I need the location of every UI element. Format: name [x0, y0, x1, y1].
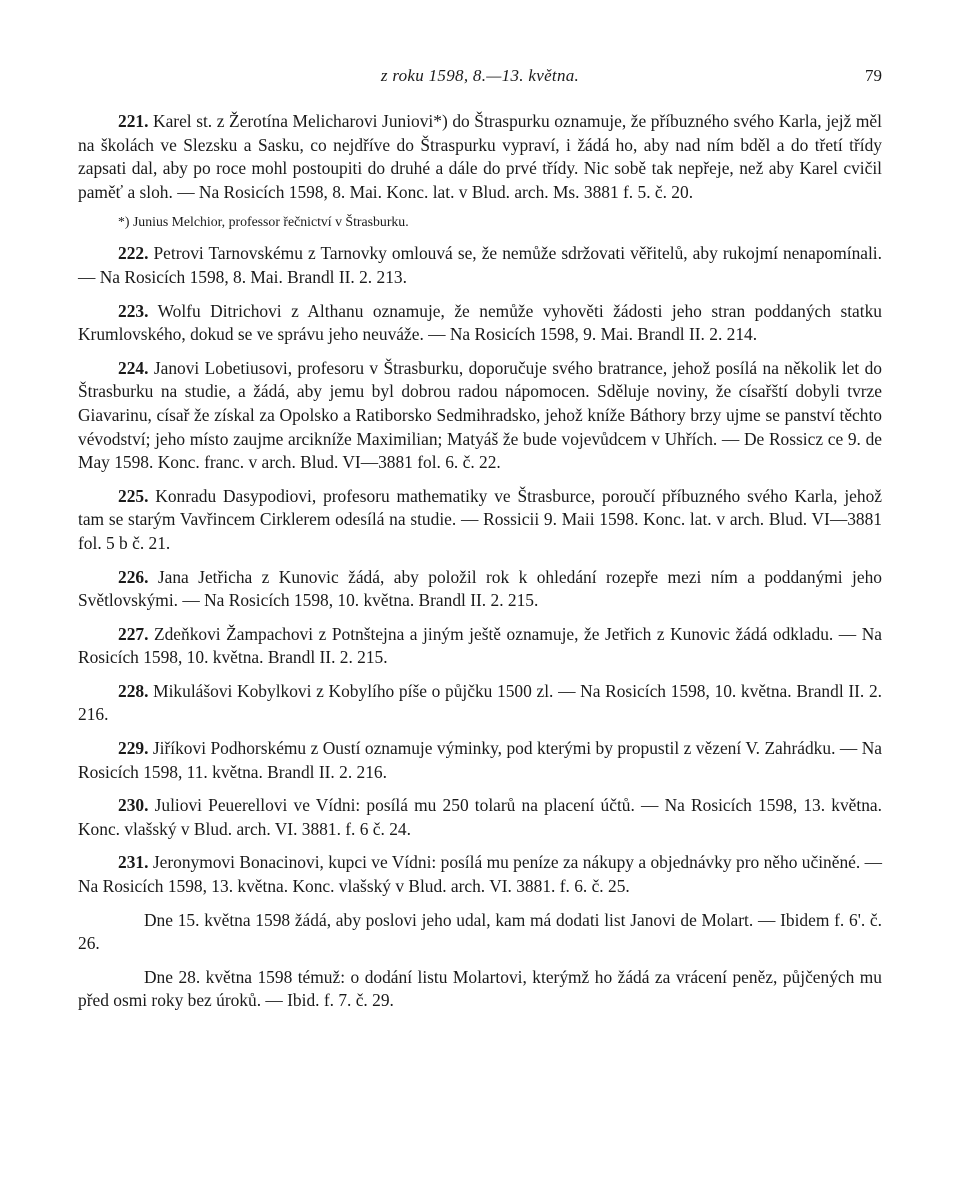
- entry-text: Jana Jetřicha z Kunovic žádá, aby položil rok k ohledání rozepře mezi ním a poddanými jeho Světlovskými. — Na Rosicích 1598, 10. května. Brandl II. 2. 215.: [78, 566, 882, 611]
- running-title: z roku 1598, 8.—13. května.: [380, 66, 580, 85]
- entry-number: 229.: [118, 738, 149, 759]
- paragraph-may-28: Dne 28. května 1598 témuž: o dodání listu Molartovi, kterýmž ho žádá za vrácení peněz, půjčených mu před osmi roky bez úroků. — Ibid. f. 7. č. 29.: [78, 966, 882, 1011]
- entry-number: 223.: [118, 300, 149, 321]
- entry-text: Zdeňkovi Žampachovi z Potnštejna a jiným ještě oznamuje, že Jetřich z Kunovic žádá odkladu. — Na Rosicích 1598, 10. května. Brandl II. 2. 215.: [78, 623, 882, 668]
- entry-228: [78, 680, 882, 727]
- entry-229: [78, 737, 882, 784]
- entry-226: [78, 566, 882, 613]
- entry-number: 224.: [118, 357, 149, 378]
- entry-number: 228.: [118, 680, 149, 701]
- entry-text: Juliovi Peuerellovi ve Vídni: posílá mu 250 tolarů na placení účtů. — Na Rosicích 1598, 13. května. Konc. vlašský v Blud. arch. VI. 3881. f. 6 č. 24.: [78, 795, 882, 839]
- entry-223: [78, 300, 882, 347]
- paragraph-may-15: Dne 15. května 1598 žádá, aby poslovi jeho udal, kam má dodati list Janovi de Molart. — Ibidem f. 6'. č. 26.: [78, 909, 882, 954]
- entry-224: [78, 357, 882, 475]
- entry-text: Wolfu Ditrichovi z Althanu oznamuje, že nemůže vyhověti žádosti jeho stran poddaných statku Krumlovského, dokud se ve správu jeho neuváže. — Na Rosicích 1598, 9. Mai. Brandl II. 2. 214.: [78, 300, 882, 345]
- entry-number: 226.: [118, 566, 149, 587]
- entry-text: Jeronymovi Bonacinovi, kupci ve Vídni: posílá mu peníze za nákupy a objednávky pro něho učiněné. — Na Rosicích 1598, 13. května. Konc. vlašský v Blud. arch. VI. 3881. f. 6. č. 25.: [78, 852, 882, 897]
- entry-text: Jiříkovi Podhorskému z Oustí oznamuje výminky, pod kterými by propustil z vězení V. Zahrádku. — Na Rosicích 1598, 11. května. Brandl II. 2. 216.: [78, 738, 882, 782]
- entry-number: 231.: [118, 852, 149, 873]
- entry-221: [78, 110, 882, 204]
- page-number: 79: [865, 66, 882, 85]
- entry-number: 230.: [118, 795, 149, 816]
- entry-230: [78, 794, 882, 841]
- entry-225: [78, 485, 882, 556]
- entry-text: Karel st. z Žerotína Melicharovi Juniovi*) do Štraspurku oznamuje, že příbuzného svého Karla, jejž měl na školách ve Slezsku a Sasku, co nejdříve do Štraspurku vypraví, i žádá ho, aby nad ním bděl a do třetí třídy zapsati dal, aby po roce mohl postoupiti do druhé a dále do prvé třídy. Nic sobě tak nepřeje, než aby Karel cvičil paměť a sloh. — Na Rosicích 1598, 8. Mai. Konc. lat. v Blud. arch. Ms. 3881 f. 5. č. 20.: [78, 111, 882, 202]
- entry-text: Petrovi Tarnovskému z Tarnovky omlouvá se, že nemůže sdržovati věřitelů, aby rukojmí nenapomínali. — Na Rosicích 1598, 8. Mai. Brandl II. 2. 213.: [78, 243, 882, 287]
- footnote: *) Junius Melchior, professor řečnictví v Štrasburku.: [118, 214, 409, 230]
- entry-number: 222.: [118, 243, 149, 264]
- entry-text: Mikulášovi Kobylkovi z Kobylího píše o půjčku 1500 zl. — Na Rosicích 1598, 10. května. Brandl II. 2. 216.: [78, 680, 882, 725]
- running-head: [78, 66, 882, 88]
- document-page: [78, 66, 882, 1023]
- entry-number: 227.: [118, 623, 149, 644]
- entry-222: [78, 242, 882, 289]
- entry-number: 221.: [118, 111, 149, 131]
- entry-number: 225.: [118, 485, 149, 506]
- entry-text: Janovi Lobetiusovi, profesoru v Štrasburku, doporučuje svého bratrance, jehož posílá na několik let do Štrasburku na studie, a žádá, aby jemu byl dobrou radou nápomocen. Sděluje noviny, že císařští dobyli tvrze Giavarinu, císař že získal za Opolsko a Ratiborsko Sedmihradsko, jehož kníže Báthory brzy ujme se panství těchto vévodství; jeho místo zaujme arcikníže Maximilian; Matyáš že bude vojevůdcem v Uhřích. — De Rossicz ce 9. de May 1598. Konc. franc. v arch. Blud. VI—3881 fol. 6. č. 22.: [78, 357, 882, 473]
- entry-text: Konradu Dasypodiovi, profesoru mathematiky ve Štrasburce, poroučí příbuzného svého Karla, jehož tam se starým Vavřincem Cirklerem odesílá na studie. — Rossicii 9. Maii 1598. Konc. lat. v arch. Blud. VI—3881 fol. 5 b č. 21.: [78, 485, 882, 553]
- entry-231: [78, 851, 882, 898]
- entry-227: [78, 623, 882, 670]
